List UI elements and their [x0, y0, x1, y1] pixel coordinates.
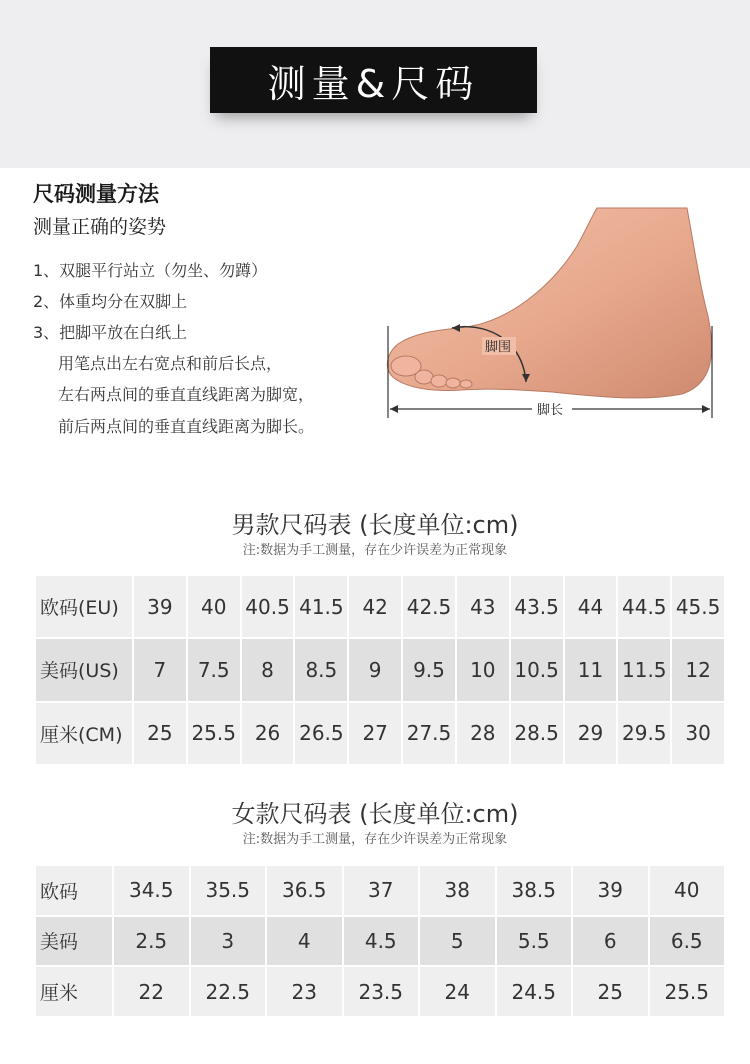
size-cell: 36.5	[267, 866, 342, 915]
size-cell: 28	[457, 703, 509, 764]
size-cell: 37	[344, 866, 419, 915]
size-cell: 44.5	[618, 576, 670, 637]
size-cell: 12	[672, 639, 724, 700]
size-cell: 8	[242, 639, 294, 700]
size-cell: 22	[114, 967, 189, 1016]
row-label: 欧码(EU)	[36, 576, 132, 637]
size-cell: 27	[349, 703, 401, 764]
size-cell: 44	[565, 576, 617, 637]
men-size-note: 注:数据为手工测量，存在少许误差为正常现象	[242, 543, 508, 558]
women-size-note: 注:数据为手工测量，存在少许误差为正常现象	[242, 832, 508, 847]
size-cell: 10	[457, 639, 509, 700]
step-1: 1、双腿平行站立（勿坐、勿蹲）	[33, 261, 268, 280]
men-size-table	[36, 576, 724, 764]
size-cell: 24.5	[497, 967, 572, 1016]
size-cell: 34.5	[114, 866, 189, 915]
size-cell: 9	[349, 639, 401, 700]
women-size-table	[36, 866, 724, 1016]
size-cell: 7	[134, 639, 186, 700]
foot-diagram	[382, 206, 722, 432]
size-cell: 6.5	[650, 917, 725, 966]
size-cell: 25.5	[188, 703, 240, 764]
size-cell: 42.5	[403, 576, 455, 637]
size-cell: 30	[672, 703, 724, 764]
row-label: 厘米(CM)	[36, 703, 132, 764]
size-cell: 6	[573, 917, 648, 966]
men-size-title: 男款尺码表 (长度单位:cm)	[231, 511, 519, 539]
size-cell: 11	[565, 639, 617, 700]
size-cell: 45.5	[672, 576, 724, 637]
measure-section	[0, 168, 750, 478]
size-cell: 4	[267, 917, 342, 966]
banner-title: 测量&尺码	[210, 47, 537, 113]
size-cell: 42	[349, 576, 401, 637]
size-cell: 41.5	[295, 576, 347, 637]
size-cell: 2.5	[114, 917, 189, 966]
size-cell: 40	[650, 866, 725, 915]
step-3-line-3: 前后两点间的垂直直线距离为脚长。	[58, 417, 315, 436]
size-cell: 27.5	[403, 703, 455, 764]
size-cell: 5.5	[497, 917, 572, 966]
size-cell: 4.5	[344, 917, 419, 966]
size-cell: 3	[191, 917, 266, 966]
size-cell: 25	[134, 703, 186, 764]
step-2: 2、体重均分在双脚上	[33, 292, 188, 311]
size-cell: 10.5	[511, 639, 563, 700]
size-cell: 35.5	[191, 866, 266, 915]
women-size-title: 女款尺码表 (长度单位:cm)	[231, 800, 519, 828]
measure-heading: 尺码测量方法	[33, 182, 159, 206]
size-cell: 24	[420, 967, 495, 1016]
header-banner	[0, 0, 750, 168]
size-cell: 28.5	[511, 703, 563, 764]
size-cell: 26.5	[295, 703, 347, 764]
foot-girth-label: 脚围	[485, 339, 512, 354]
row-label: 美码	[36, 917, 112, 966]
size-cell: 25	[573, 967, 648, 1016]
step-3-line-1: 用笔点出左右宽点和前后长点，	[58, 354, 283, 373]
size-cell: 43	[457, 576, 509, 637]
foot-illustration	[382, 206, 722, 432]
foot-shape	[387, 208, 711, 398]
size-cell: 11.5	[618, 639, 670, 700]
row-label: 欧码	[36, 866, 112, 915]
size-cell: 29	[565, 703, 617, 764]
size-cell: 39	[573, 866, 648, 915]
size-cell: 23	[267, 967, 342, 1016]
row-label: 美码(US)	[36, 639, 132, 700]
size-cell: 40	[188, 576, 240, 637]
size-cell: 26	[242, 703, 294, 764]
size-cell: 29.5	[618, 703, 670, 764]
size-cell: 7.5	[188, 639, 240, 700]
size-cell: 38	[420, 866, 495, 915]
size-cell: 5	[420, 917, 495, 966]
foot-length-label: 脚长	[537, 402, 564, 417]
size-cell: 9.5	[403, 639, 455, 700]
size-cell: 39	[134, 576, 186, 637]
measure-subheading: 测量正确的姿势	[33, 216, 167, 238]
row-label: 厘米	[36, 967, 112, 1016]
size-cell: 22.5	[191, 967, 266, 1016]
size-cell: 38.5	[497, 866, 572, 915]
step-3-line-2: 左右两点间的垂直直线距离为脚宽，	[58, 385, 315, 404]
size-cell: 40.5	[242, 576, 294, 637]
size-cell: 23.5	[344, 967, 419, 1016]
size-cell: 43.5	[511, 576, 563, 637]
size-cell: 25.5	[650, 967, 725, 1016]
step-3: 3、把脚平放在白纸上	[33, 323, 188, 342]
size-cell: 8.5	[295, 639, 347, 700]
